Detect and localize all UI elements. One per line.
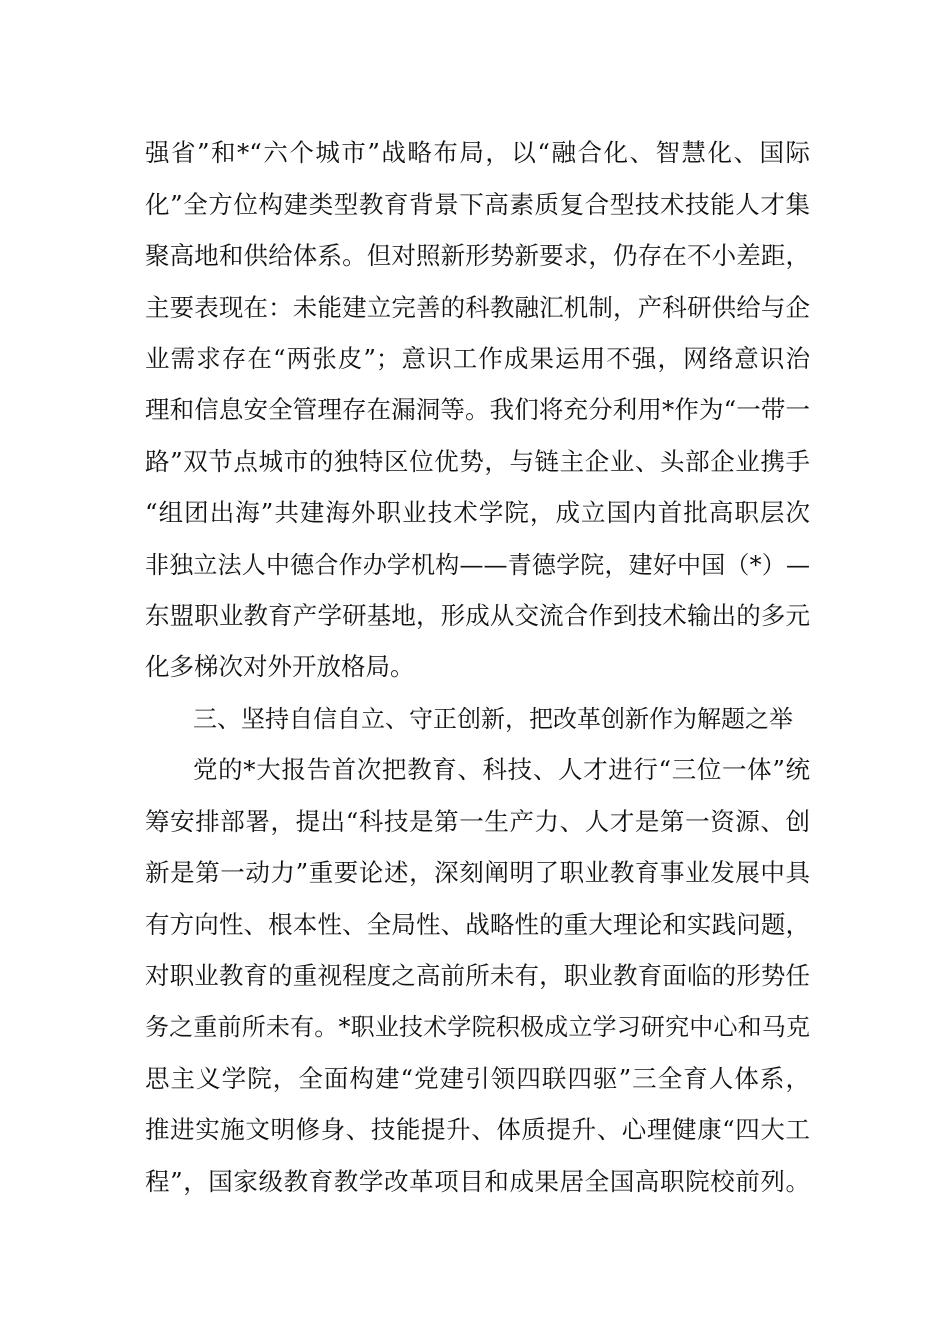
- paragraph-line: 业需求存在“两张皮”；意识工作成果运用不强，网络意识治: [145, 344, 810, 373]
- paragraph-line: 对职业教育的重视程度之高前所未有，职业教育面临的形势任: [145, 961, 810, 990]
- paragraph-line: 新是第一动力”重要论述，深刻阐明了职业教育事业发展中具: [145, 858, 810, 887]
- paragraph-line: 推进实施文明修身、技能提升、体质提升、心理健康“四大工: [145, 1115, 810, 1144]
- paragraph-line: “组团出海”共建海外职业技术学院，成立国内首批高职层次: [145, 498, 810, 527]
- paragraph-line: 务之重前所未有。*职业技术学院积极成立学习研究中心和马克: [145, 1013, 810, 1041]
- section-heading: 三、坚持自信自立、守正创新，把改革创新作为解题之举: [193, 705, 793, 733]
- paragraph-line: 强省”和*“六个城市”战略布局，以“融合化、智慧化、国际: [145, 138, 810, 167]
- paragraph-line: 程”，国家级教育教学改革项目和成果居全国高职院校前列。: [145, 1167, 810, 1196]
- paragraph-line: 路”双节点城市的独特区位优势，与链主企业、头部企业携手: [145, 447, 810, 476]
- paragraph-line-first: 党的*大报告首次把教育、科技、人才进行“三位一体”统: [193, 755, 810, 784]
- paragraph-line: 非独立法人中德合作办学机构——青德学院，建好中国（*）—: [145, 551, 810, 579]
- paragraph-line: 理和信息安全管理存在漏洞等。我们将充分利用*作为“一带一: [145, 395, 810, 424]
- paragraph-line: 主要表现在：未能建立完善的科教融汇机制，产科研供给与企: [145, 293, 810, 322]
- paragraph-line: 筹安排部署，提出“科技是第一生产力、人才是第一资源、创: [145, 807, 810, 836]
- paragraph-line-last: 化多梯次对外开放格局。: [145, 652, 415, 681]
- paragraph-line: 东盟职业教育产学研基地，形成从交流合作到技术输出的多元: [145, 601, 810, 630]
- paragraph-line: 聚高地和供给体系。但对照新形势新要求，仍存在不小差距，: [145, 241, 810, 270]
- paragraph-line: 化”全方位构建类型教育背景下高素质复合型技术技能人才集: [145, 190, 810, 219]
- paragraph-line: 有方向性、根本性、全局性、战略性的重大理论和实践问题，: [145, 910, 810, 939]
- paragraph-line: 思主义学院，全面构建“党建引领四联四驱”三全育人体系，: [145, 1064, 810, 1093]
